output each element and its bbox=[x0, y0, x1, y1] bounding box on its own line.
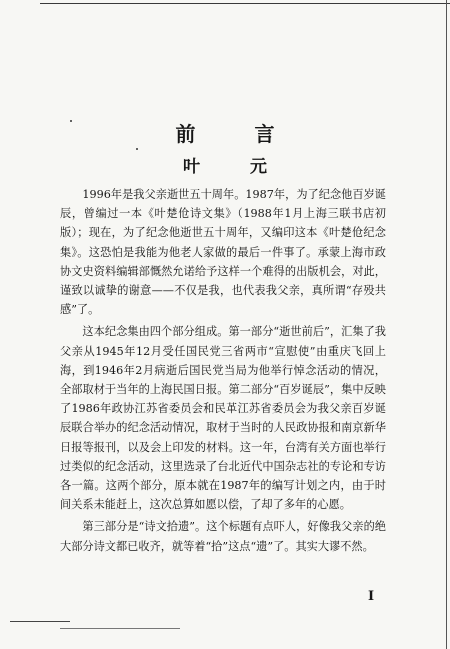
page-top-edge bbox=[40, 0, 450, 4]
page-right-edge bbox=[446, 0, 447, 649]
preface-body bbox=[60, 185, 386, 556]
scan-speck bbox=[136, 148, 138, 150]
scan-edge-mark bbox=[60, 628, 180, 629]
author-name: 叶 元 bbox=[183, 157, 289, 177]
paragraph: 1996年是我父亲逝世五十周年。1987年，为了纪念他百岁诞辰，曾编过一本《叶楚伧诗文集》（1988年1月上海三联书店初版）；现在，为了纪念他逝世五十周年，又编印这本《叶楚伧纪念集》。这恐怕是我能为他老人家做的最后一件事了。承蒙上海市政协文史资料编辑部慨然允诺给予这样一个难得的出版机会，对此，谨致以诚挚的谢意——不仅是我，也代表我父亲，真所谓“存殁共感”了。 bbox=[60, 188, 386, 317]
page-title: 前 言 bbox=[175, 122, 301, 146]
paragraph: 第三部分是“诗文拾遗”。这个标题有点吓人，好像我父亲的绝大部分诗文都已收齐，就等着“拾”这点“遗”了。其实大谬不然。 bbox=[60, 520, 386, 553]
scan-edge-mark bbox=[10, 621, 70, 622]
page-number: I bbox=[368, 589, 375, 604]
paragraph: 这本纪念集由四个部分组成。第一部分“逝世前后”，汇集了我父亲从1945年12月受任国民党三省两市“宣慰使”由重庆飞回上海，到1946年2月病逝后国民党当局为他举行悼念活动的情况，全部取材于当年的上海民国日报。第二部分“百岁诞辰”，集中反映了1986年政协江苏省委员会和民革江苏省委员会为我父亲百岁诞辰联合举办的纪念活动情况，取材于当时的人民政协报和南京新华日报等报刊，以及会上印发的材料。这一年，台湾有关方面也举行过类似的纪念活动，这里选录了台北近代中国杂志社的专论和专访各一篇。这两个部分，原本就在1987年的编写计划之内，由于时间关系未能赶上，这次总算如愿以偿，了却了多年的心愿。 bbox=[60, 325, 386, 512]
